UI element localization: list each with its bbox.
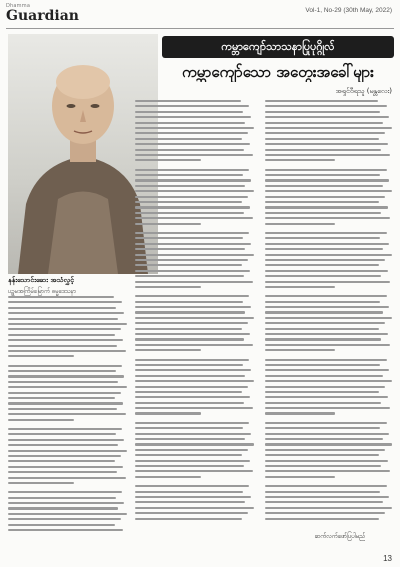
- body-text-line: [265, 127, 392, 129]
- body-text-line: [135, 485, 249, 487]
- body-text-line: [265, 122, 383, 124]
- body-text-line: [135, 322, 248, 324]
- body-text-line: [265, 422, 387, 424]
- body-text-line: [265, 100, 378, 102]
- body-text-line: [265, 501, 383, 503]
- body-text-line: [135, 333, 250, 335]
- body-text-line: [8, 334, 115, 336]
- body-text-line: [8, 386, 127, 388]
- body-text-line: [265, 322, 385, 324]
- body-text-line: [135, 254, 254, 256]
- body-text-line: [8, 323, 127, 325]
- body-text-line: [265, 143, 388, 145]
- body-text-line: [8, 419, 74, 421]
- body-text-line: [8, 428, 122, 430]
- body-text-line: [265, 338, 381, 340]
- body-text-line: [135, 476, 201, 478]
- body-text-line: [135, 460, 250, 462]
- body-text-line: [265, 232, 387, 234]
- body-text-line: [135, 190, 254, 192]
- body-text-line: [135, 143, 250, 145]
- masthead-brand-small: Dhamma: [6, 3, 31, 9]
- body-text-line: [8, 524, 115, 526]
- body-text-line: [135, 349, 201, 351]
- body-text-line: [8, 312, 124, 314]
- body-text-line: [265, 281, 390, 283]
- body-text-line: [135, 355, 255, 359]
- body-text-line: [265, 190, 392, 192]
- body-text-line: [135, 201, 242, 203]
- body-text-line: [8, 350, 126, 352]
- body-text-line: [8, 345, 117, 347]
- body-text-line: [265, 491, 380, 493]
- body-text-line: [8, 482, 74, 484]
- body-text-line: [8, 466, 123, 468]
- body-text-line: [265, 355, 393, 359]
- body-text-line: [265, 138, 379, 140]
- body-text-line: [265, 427, 380, 429]
- body-text-line: [265, 460, 388, 462]
- body-text-line: [265, 476, 335, 478]
- body-text-line: [265, 275, 381, 277]
- body-text-line: [135, 281, 253, 283]
- body-text-line: [265, 369, 389, 371]
- body-text-line: [265, 116, 389, 118]
- body-text-line: [265, 512, 385, 514]
- body-text-line: [265, 386, 385, 388]
- article-byline: အရှင်ဝီရသူ (မန္တလေး): [335, 87, 392, 95]
- body-text-line: [265, 149, 381, 151]
- body-text-line: [135, 243, 251, 245]
- body-text-line: [265, 328, 379, 330]
- article-headline: ကမ္ဘာကျော်သော အတွေးအခေါ်များ: [181, 63, 374, 81]
- body-text-line: [135, 491, 243, 493]
- body-column-2: [135, 100, 255, 540]
- body-text-line: [265, 196, 385, 198]
- body-text-line: [265, 201, 379, 203]
- body-text-line: [265, 518, 379, 520]
- body-text-line: [135, 512, 248, 514]
- body-text-line: [135, 223, 201, 225]
- body-text-line: [8, 518, 121, 520]
- body-text-line: [135, 212, 244, 214]
- body-text-line: [265, 105, 387, 107]
- body-text-line: [265, 243, 389, 245]
- body-text-line: [265, 301, 380, 303]
- body-text-line: [135, 286, 201, 288]
- body-text-line: [265, 396, 388, 398]
- body-text-line: [135, 264, 242, 266]
- body-text-line: [135, 449, 248, 451]
- body-text-line: [8, 413, 126, 415]
- body-text-line: [265, 306, 389, 308]
- body-text-line: [265, 286, 335, 288]
- body-text-line: [135, 518, 242, 520]
- body-text-line: [135, 438, 245, 440]
- body-text-line: [265, 311, 383, 313]
- body-text-line: [265, 259, 385, 261]
- body-text-line: [265, 375, 383, 377]
- body-text-line: [8, 450, 127, 452]
- body-text-line: [8, 491, 122, 493]
- body-text-line: [8, 381, 118, 383]
- body-text-line: [135, 154, 253, 156]
- body-text-line: [135, 407, 253, 409]
- body-text-line: [135, 501, 245, 503]
- body-text-line: [8, 375, 124, 377]
- body-text-line: [265, 449, 385, 451]
- body-text-line: [265, 454, 379, 456]
- body-text-line: [135, 338, 244, 340]
- body-text-line: [265, 402, 381, 404]
- body-text-line: [135, 507, 254, 509]
- body-text-line: [265, 391, 379, 393]
- body-text-line: [265, 174, 380, 176]
- body-text-line: [8, 355, 74, 357]
- body-text-line: [265, 295, 387, 297]
- body-text-line: [8, 529, 123, 531]
- page-number: 13: [383, 554, 392, 563]
- body-text-line: [265, 407, 390, 409]
- body-text-line: [265, 212, 381, 214]
- body-text-line: [135, 386, 248, 388]
- body-text-line: [135, 301, 243, 303]
- body-text-line: [135, 159, 201, 161]
- body-text-line: [8, 477, 126, 479]
- body-text-line: [265, 185, 383, 187]
- body-text-line: [135, 470, 253, 472]
- body-text-line: [135, 317, 254, 319]
- body-text-line: [8, 397, 115, 399]
- body-text-line: [265, 443, 392, 445]
- body-text-line: [8, 392, 121, 394]
- issue-info: Vol-1, No-29 (30th May, 2022): [305, 7, 392, 14]
- continued-ornament: [300, 532, 380, 541]
- body-text-line: [265, 364, 380, 366]
- body-text-line: [135, 206, 250, 208]
- body-text-line: [8, 318, 118, 320]
- body-text-line: [135, 237, 243, 239]
- body-text-line: [135, 433, 251, 435]
- body-text-line: [265, 470, 390, 472]
- masthead-brand: Guardian: [6, 8, 79, 24]
- body-text-line: [135, 149, 244, 151]
- body-text-line: [135, 369, 251, 371]
- body-text-line: [265, 169, 387, 171]
- body-text-line: [135, 412, 201, 414]
- body-text-line: [135, 396, 250, 398]
- section-banner: ကမ္ဘာကျော်သာသနာပြုပုဂ္ဂိုလ်: [162, 36, 394, 58]
- body-text-line: [265, 333, 388, 335]
- body-text-line: [135, 111, 243, 113]
- body-text-line: [135, 496, 251, 498]
- body-text-line: [8, 502, 124, 504]
- body-text-line: [135, 391, 242, 393]
- body-text-line: [8, 444, 118, 446]
- body-text-line: [265, 344, 390, 346]
- body-text-line: [265, 159, 335, 161]
- body-text-line: [135, 105, 249, 107]
- body-text-line: [265, 237, 380, 239]
- body-text-line: [265, 132, 385, 134]
- body-text-line: [135, 169, 249, 171]
- body-text-line: [135, 275, 244, 277]
- body-text-line: [135, 295, 249, 297]
- body-text-line: [135, 232, 249, 234]
- body-text-line: [265, 154, 390, 156]
- body-text-line: [135, 364, 243, 366]
- body-text-line: [135, 127, 254, 129]
- body-text-line: [265, 264, 379, 266]
- body-text-line: [265, 496, 389, 498]
- body-text-line: [135, 375, 245, 377]
- body-text-line: [265, 380, 392, 382]
- body-text-line: [265, 254, 392, 256]
- body-text-line: [8, 408, 117, 410]
- body-text-line: [265, 485, 387, 487]
- body-text-line: [135, 132, 248, 134]
- body-text-line: [8, 307, 116, 309]
- body-text-line: [135, 179, 251, 181]
- body-text-line: [135, 422, 249, 424]
- body-text-line: [8, 296, 114, 298]
- body-text-line: [135, 328, 242, 330]
- body-column-1: [8, 296, 128, 544]
- body-text-line: [265, 359, 387, 361]
- body-text-line: [265, 349, 335, 351]
- body-text-line: [8, 301, 122, 303]
- body-text-line: [8, 455, 121, 457]
- body-text-line: [265, 507, 392, 509]
- body-text-line: [265, 465, 381, 467]
- body-text-line: [265, 179, 389, 181]
- body-text-line: [135, 259, 248, 261]
- body-text-line: [135, 116, 251, 118]
- body-text-line: [265, 206, 388, 208]
- body-text-line: [135, 196, 248, 198]
- body-text-line: [135, 185, 245, 187]
- continued-text: ဆက်လက်ဖော်ပြပါမည်: [314, 533, 366, 540]
- body-text-line: [135, 427, 243, 429]
- body-text-line: [135, 174, 243, 176]
- body-text-line: [8, 402, 123, 404]
- body-text-line: [8, 507, 118, 509]
- body-text-line: [8, 460, 115, 462]
- body-text-line: [135, 306, 251, 308]
- body-text-line: [8, 328, 121, 330]
- body-text-line: [265, 217, 390, 219]
- body-text-line: [265, 248, 383, 250]
- body-text-line: [265, 111, 380, 113]
- body-text-line: [135, 100, 241, 102]
- header-rule: [6, 28, 394, 29]
- body-text-line: [265, 433, 389, 435]
- body-text-line: [135, 443, 254, 445]
- body-text-line: [265, 438, 383, 440]
- body-text-line: [8, 433, 116, 435]
- body-text-line: [135, 138, 242, 140]
- body-column-3: [265, 100, 393, 540]
- body-text-line: [8, 497, 116, 499]
- body-text-line: [135, 217, 253, 219]
- body-text-line: [135, 311, 245, 313]
- body-text-line: [135, 465, 244, 467]
- body-text-line: [8, 513, 127, 515]
- body-text-line: [8, 339, 123, 341]
- body-text-line: [265, 270, 388, 272]
- masthead: [6, 3, 394, 25]
- caption-name: နန်းသောင်းဆေး အသံလွှင့်: [8, 276, 75, 284]
- body-text-line: [135, 359, 249, 361]
- body-text-line: [135, 344, 253, 346]
- body-text-line: [265, 412, 335, 414]
- body-text-line: [135, 122, 245, 124]
- body-text-line: [8, 439, 124, 441]
- body-text-line: [135, 248, 245, 250]
- body-text-line: [135, 380, 254, 382]
- body-text-line: [135, 270, 250, 272]
- body-text-line: [8, 370, 116, 372]
- body-text-line: [135, 402, 244, 404]
- caption-title: ပဉ္စမအကြိမ်မြောက် ဓမ္မဒေသနာ: [8, 288, 77, 295]
- body-text-line: [265, 223, 335, 225]
- body-text-line: [265, 317, 392, 319]
- body-text-line: [8, 365, 122, 367]
- body-text-line: [135, 454, 242, 456]
- body-text-line: [8, 471, 117, 473]
